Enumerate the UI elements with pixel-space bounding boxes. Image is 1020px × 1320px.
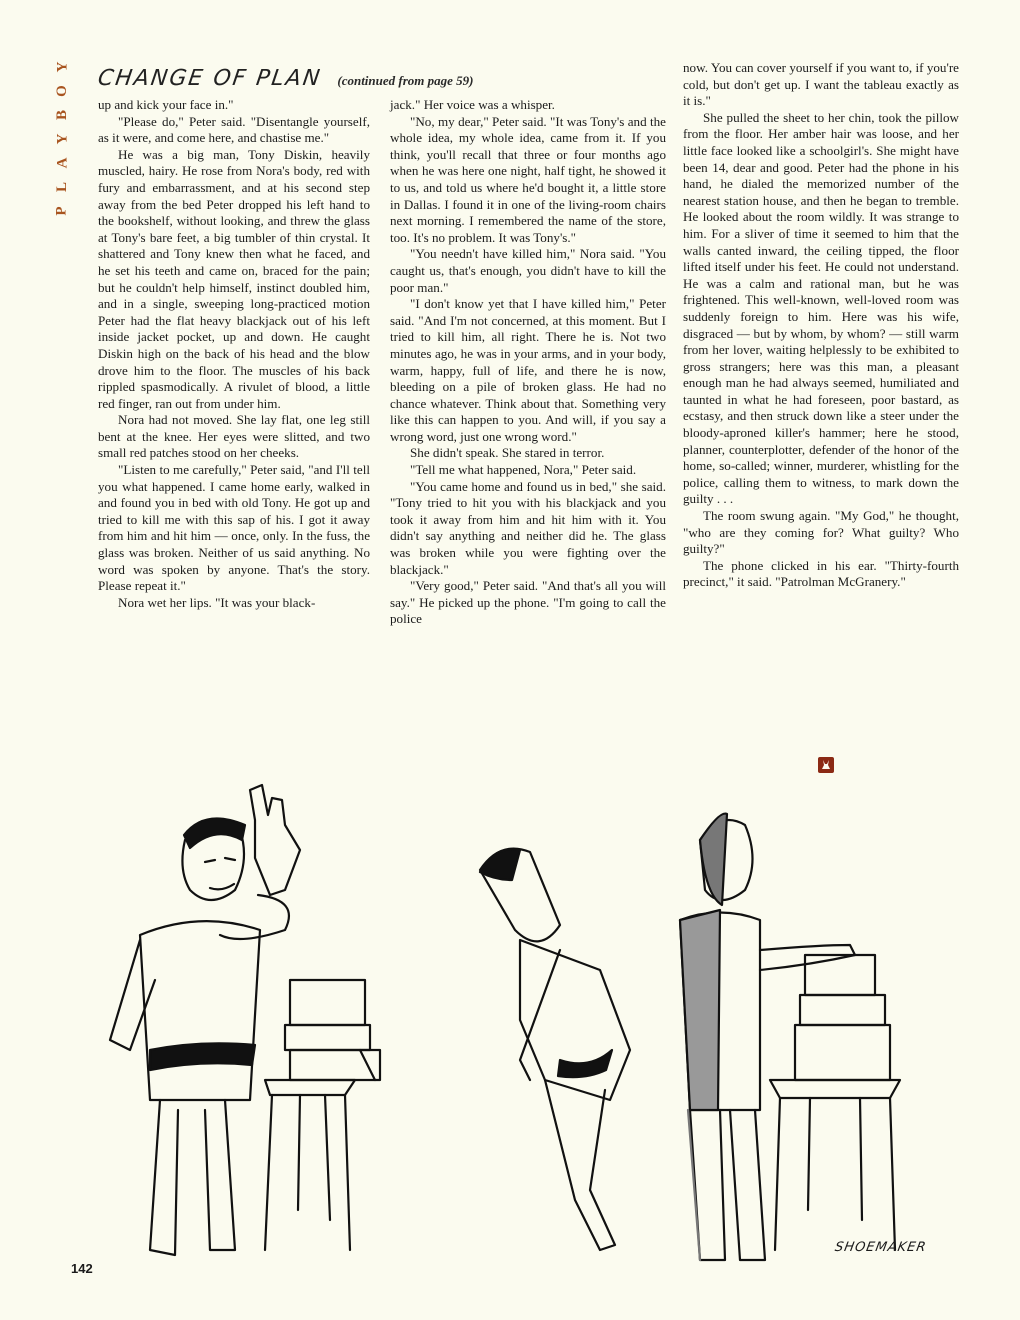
magazine-name-vertical bbox=[52, 60, 72, 218]
paragraph: up and kick your face in." bbox=[98, 97, 234, 112]
figure-tilting bbox=[480, 849, 630, 1250]
paragraph: He was a big man, Tony Diskin, heavily muscled, hairy. He rose from Nora's body, red with fury and embarrassment, and at his second step away from the bed Peter dropped his left hand to the bookshelf, without looking, and threw the glass at Tony's bare feet, a big tumbler of thin crystal. It shattered and Tony knew then what he faced, and he set his teeth and came on, braced for the pain; but he couldn't help himself, instinct doubled him, and in a single, sweeping long-practiced motion Peter had the flat heavy blackjack out of his left inside jacket pocket, up and down. He caught Diskin high on the back of his head and the blow drove him to the floor. The muscles of his back rippled spasmodically. A rivulet of blood, a little red finger, ran out from under him. bbox=[98, 146, 370, 411]
paragraph: The phone clicked in his ear. "Thirty-fourth precinct," it said. "Patrolman McGranery." bbox=[683, 557, 959, 590]
paragraph: The room swung again. "My God," he thought, "who are they coming for? What guilty? Who guilty?" bbox=[683, 508, 959, 557]
paragraph: "Listen to me carefully," Peter said, "and I'll tell you what happened. I came home early, walked in and found you in bed with old Tony. He got up and tried to kill me with this sap of his. I got it away from him and hit him — once, only. In the fuss, the glass was broken. Neither of us said anything. No word was spoken by anyone. That's the story. Please repeat it." bbox=[98, 462, 370, 594]
story-illustration bbox=[0, 780, 1020, 1280]
table-with-books-right bbox=[770, 955, 900, 1250]
figure-raising-hand bbox=[110, 785, 300, 1255]
figure-half-shadowed bbox=[680, 814, 855, 1260]
paragraph: "Very good," Peter said. "And that's all you will say." He picked up the phone. "I'm going to call the police bbox=[390, 578, 666, 627]
paragraph: "You came home and found us in bed," she said. "Tony tried to hit you with his blackjack and you took it away from him and hit him with it. You didn't say anything and neither did he. The glass was broken while you were fighting over the blackjack." bbox=[390, 478, 666, 577]
rabbit-end-mark-icon bbox=[818, 757, 834, 773]
paragraph: now. You can cover yourself if you want to, if you're cold, but don't get up. I want the tableau exactly as it is." bbox=[683, 60, 959, 109]
magazine-letter: B bbox=[53, 109, 70, 121]
continued-note: (continued from page 59) bbox=[337, 73, 474, 88]
magazine-letter: P bbox=[53, 206, 70, 216]
story-header bbox=[98, 66, 518, 96]
paragraph: "Please do," Peter said. "Disentangle yourself, as it were, and come here, and chastise me." bbox=[98, 113, 370, 146]
paragraph: Nora had not moved. She lay flat, one leg still bent at the knee. Her eyes were slitted, and two small red patches stood on her cheeks. bbox=[98, 412, 370, 461]
paragraph: "I don't know yet that I have killed him," Peter said. "And I'm not concerned, at this moment. But I tried to kill him, all right. There he is. Not two minutes ago, he was in your arms, and in your body, warm, happy, full of life, and there he is now, bleeding on a pile of broken glass. He had no chance whatever. Think about that. Something very like this can happen to you. And will, if you say a wrong word, just one wrong word." bbox=[390, 296, 666, 444]
text-column-1 bbox=[98, 97, 370, 611]
magazine-letter: O bbox=[53, 85, 70, 97]
paragraph: "Tell me what happened, Nora," Peter said. bbox=[410, 462, 637, 478]
illustrator-signature: SHOEMAKER bbox=[833, 1240, 928, 1255]
magazine-letter: A bbox=[54, 157, 70, 169]
text-column-2 bbox=[390, 97, 666, 628]
page-number: 142 bbox=[71, 1261, 93, 1276]
paragraph: jack." Her voice was a whisper. bbox=[390, 97, 555, 112]
text-column-3 bbox=[683, 60, 959, 591]
table-with-books-left bbox=[265, 980, 380, 1250]
story-title: CHANGE OF PLAN bbox=[96, 66, 324, 91]
paragraph: "No, my dear," Peter said. "It was Tony's and the whole idea, my whole idea, came from it. If you think, you'll recall that three or four months ago when he was here one night, half tight, he showed it to us, and told us where he'd bought it, a little store in Dallas. I found it in one of the living-room chairs next morning. I remembered the name of the store, too. It's no problem. It was Tony's." bbox=[390, 113, 666, 245]
paragraph: She pulled the sheet to her chin, took the pillow from the floor. Her amber hair was loose, and her little face looked like a schoolgirl's. She might have been 14, dear and good. Peter had the phone in his hand, he dialed the memorized number of the nearest station house, and then he began to tremble. He looked about the room wildly. It was strange to him. For a sliver of time it seemed to him that the walls canted inward, the ceiling tipped, the floor lifted itself under his feet. He could not understand. He was a calm and rational man, but he was frightened. This well-known, well-loved room was suddenly foreign to him. Here was his wife, disgraced — but by whom, by whom? — still warm from her lover, waiting helplessly to be exhibited to gross strangers; here was this man, a pleasant enough man he had always seemed, humiliated and taunted in what he had foreseen, poor bastard, as ecstasy, and then struck down like a steer under the bloody-aproned killer's hammer; here he stood, planner, counterplotter, defender of the honor of the home, so-called; winner, murderer, whistling for the police, calling them to witness, to mark down the guilty . . . bbox=[683, 109, 959, 507]
paragraph: "You needn't have killed him," Nora said. "You caught us, that's enough, you didn't have to kill the poor man." bbox=[390, 246, 666, 295]
magazine-letter: Y bbox=[54, 61, 70, 73]
magazine-letter: L bbox=[53, 181, 70, 193]
paragraph: Nora wet her lips. "It was your black- bbox=[118, 594, 316, 610]
paragraph: She didn't speak. She stared in terror. bbox=[410, 445, 605, 461]
magazine-letter: Y bbox=[54, 133, 70, 145]
